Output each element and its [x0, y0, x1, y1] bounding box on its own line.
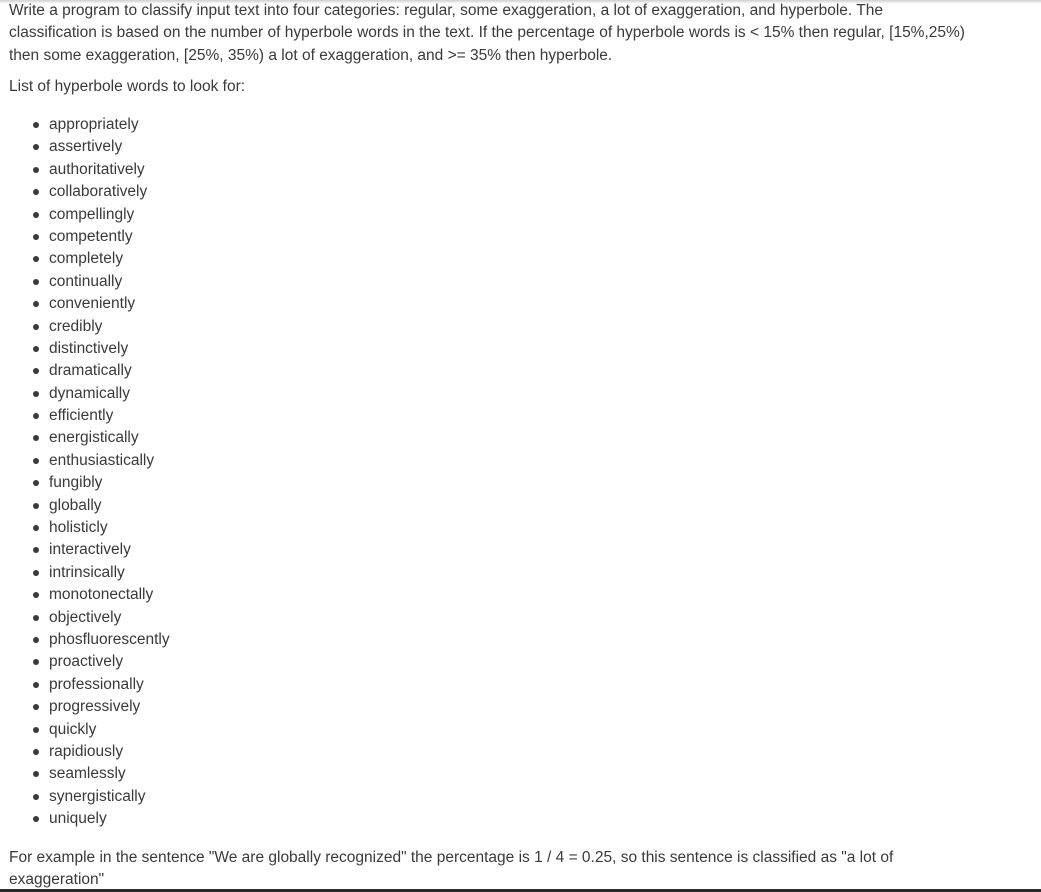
list-item — [33, 472, 170, 494]
list-item-label: compellingly — [49, 205, 135, 223]
list-item — [33, 271, 170, 293]
example-line: For example in the sentence "We are globally recognized" the percentage is 1 / 4 = 0.25, so this sentence is classified as "a lot of — [9, 849, 894, 866]
list-item-label: efficiently — [49, 407, 114, 425]
bullet-icon — [33, 771, 39, 777]
bullet-icon — [33, 256, 39, 262]
bullet-icon — [33, 816, 39, 822]
intro-paragraph — [9, 0, 999, 67]
list-item-label: completely — [49, 250, 124, 268]
bullet-icon — [33, 346, 39, 352]
list-item — [33, 338, 170, 360]
bullet-icon — [33, 122, 39, 128]
bullet-icon — [33, 279, 39, 285]
list-item — [33, 405, 170, 427]
list-item-label: continually — [49, 272, 123, 290]
list-item-label: phosfluorescently — [49, 630, 170, 648]
list-item-label: collaboratively — [49, 183, 148, 201]
list-item-label: authoritatively — [49, 160, 145, 178]
list-item-label: enthusiastically — [49, 451, 155, 469]
bullet-icon — [33, 547, 39, 553]
bullet-icon — [33, 704, 39, 710]
list-item — [33, 450, 170, 472]
bullet-icon — [33, 234, 39, 240]
list-item — [33, 181, 170, 203]
list-item-label: appropriately — [49, 116, 139, 133]
list-item-label: monotonectally — [49, 586, 154, 604]
list-item — [33, 674, 170, 696]
bullet-icon — [33, 368, 39, 374]
list-item-label: globally — [49, 496, 102, 514]
list-item-label: holisticly — [49, 519, 108, 537]
list-item-label: uniquely — [49, 810, 107, 828]
list-item-label: energistically — [49, 429, 139, 447]
list-heading: List of hyperbole words to look for: — [9, 78, 246, 95]
list-item-label: objectively — [49, 608, 122, 626]
bullet-icon — [33, 413, 39, 419]
example-line: exaggeration" — [9, 871, 105, 889]
bullet-icon — [33, 794, 39, 800]
list-item — [33, 517, 170, 539]
list-item-label: distinctively — [49, 339, 129, 357]
bullet-icon — [33, 727, 39, 733]
list-item — [33, 114, 170, 136]
list-item-label: dynamically — [49, 384, 130, 402]
list-item-label: competently — [49, 227, 133, 245]
list-item-label: synergistically — [49, 787, 146, 805]
list-item — [33, 719, 170, 741]
list-item-label: conveniently — [49, 295, 136, 313]
list-item — [33, 786, 170, 808]
list-item — [33, 763, 170, 785]
list-item — [33, 226, 170, 248]
list-item-label: proactively — [49, 653, 124, 671]
bullet-icon — [33, 480, 39, 486]
list-item-label: interactively — [49, 541, 131, 559]
list-item-label: credibly — [49, 317, 103, 335]
list-item — [33, 651, 170, 673]
example-paragraph — [9, 847, 999, 892]
list-item — [33, 629, 170, 651]
bullet-icon — [33, 503, 39, 509]
bullet-icon — [33, 615, 39, 621]
list-item — [33, 293, 170, 315]
bullet-icon — [33, 458, 39, 464]
list-item — [33, 427, 170, 449]
bullet-icon — [33, 637, 39, 643]
list-item — [33, 136, 170, 158]
bullet-icon — [33, 301, 39, 307]
bullet-icon — [33, 189, 39, 195]
bullet-icon — [33, 659, 39, 665]
list-item-label: seamlessly — [49, 765, 126, 783]
list-item — [33, 607, 170, 629]
list-item-label: progressively — [49, 698, 141, 716]
bullet-icon — [33, 570, 39, 576]
intro-line: Write a program to classify input text into four categories: regular, some exaggeration, a lot of exaggeration, and hyperbole. The — [9, 2, 883, 19]
list-item — [33, 383, 170, 405]
list-item-label: fungibly — [49, 474, 103, 492]
list-item-label: dramatically — [49, 362, 132, 380]
bullet-icon — [33, 525, 39, 531]
list-item — [33, 248, 170, 270]
bullet-icon — [33, 592, 39, 598]
bullet-icon — [33, 435, 39, 441]
intro-line: then some exaggeration, [25%, 35%) a lot of exaggeration, and >= 35% then hyperbole. — [9, 46, 613, 64]
list-item — [33, 539, 170, 561]
list-item-label: quickly — [49, 720, 97, 738]
list-item — [33, 316, 170, 338]
bullet-icon — [33, 682, 39, 688]
list-item — [33, 741, 170, 763]
list-item — [33, 495, 170, 517]
bullet-icon — [33, 749, 39, 755]
list-item-label: intrinsically — [49, 563, 125, 581]
list-item-label: professionally — [49, 675, 144, 693]
list-item-label: rapidiously — [49, 742, 124, 760]
bullet-icon — [33, 144, 39, 150]
list-item — [33, 159, 170, 181]
list-item — [33, 204, 170, 226]
intro-line: classification is based on the number of hyperbole words in the text. If the percentage of hyperbole words is < 15% then regular, [15%,25%) — [9, 24, 965, 42]
hyperbole-word-list — [33, 114, 170, 831]
list-item — [33, 808, 170, 830]
bullet-icon — [33, 324, 39, 330]
list-item — [33, 584, 170, 606]
bullet-icon — [33, 212, 39, 218]
list-item-label: assertively — [49, 138, 123, 156]
list-item — [33, 562, 170, 584]
list-item — [33, 360, 170, 382]
list-item — [33, 696, 170, 718]
bullet-icon — [33, 167, 39, 173]
bullet-icon — [33, 391, 39, 397]
